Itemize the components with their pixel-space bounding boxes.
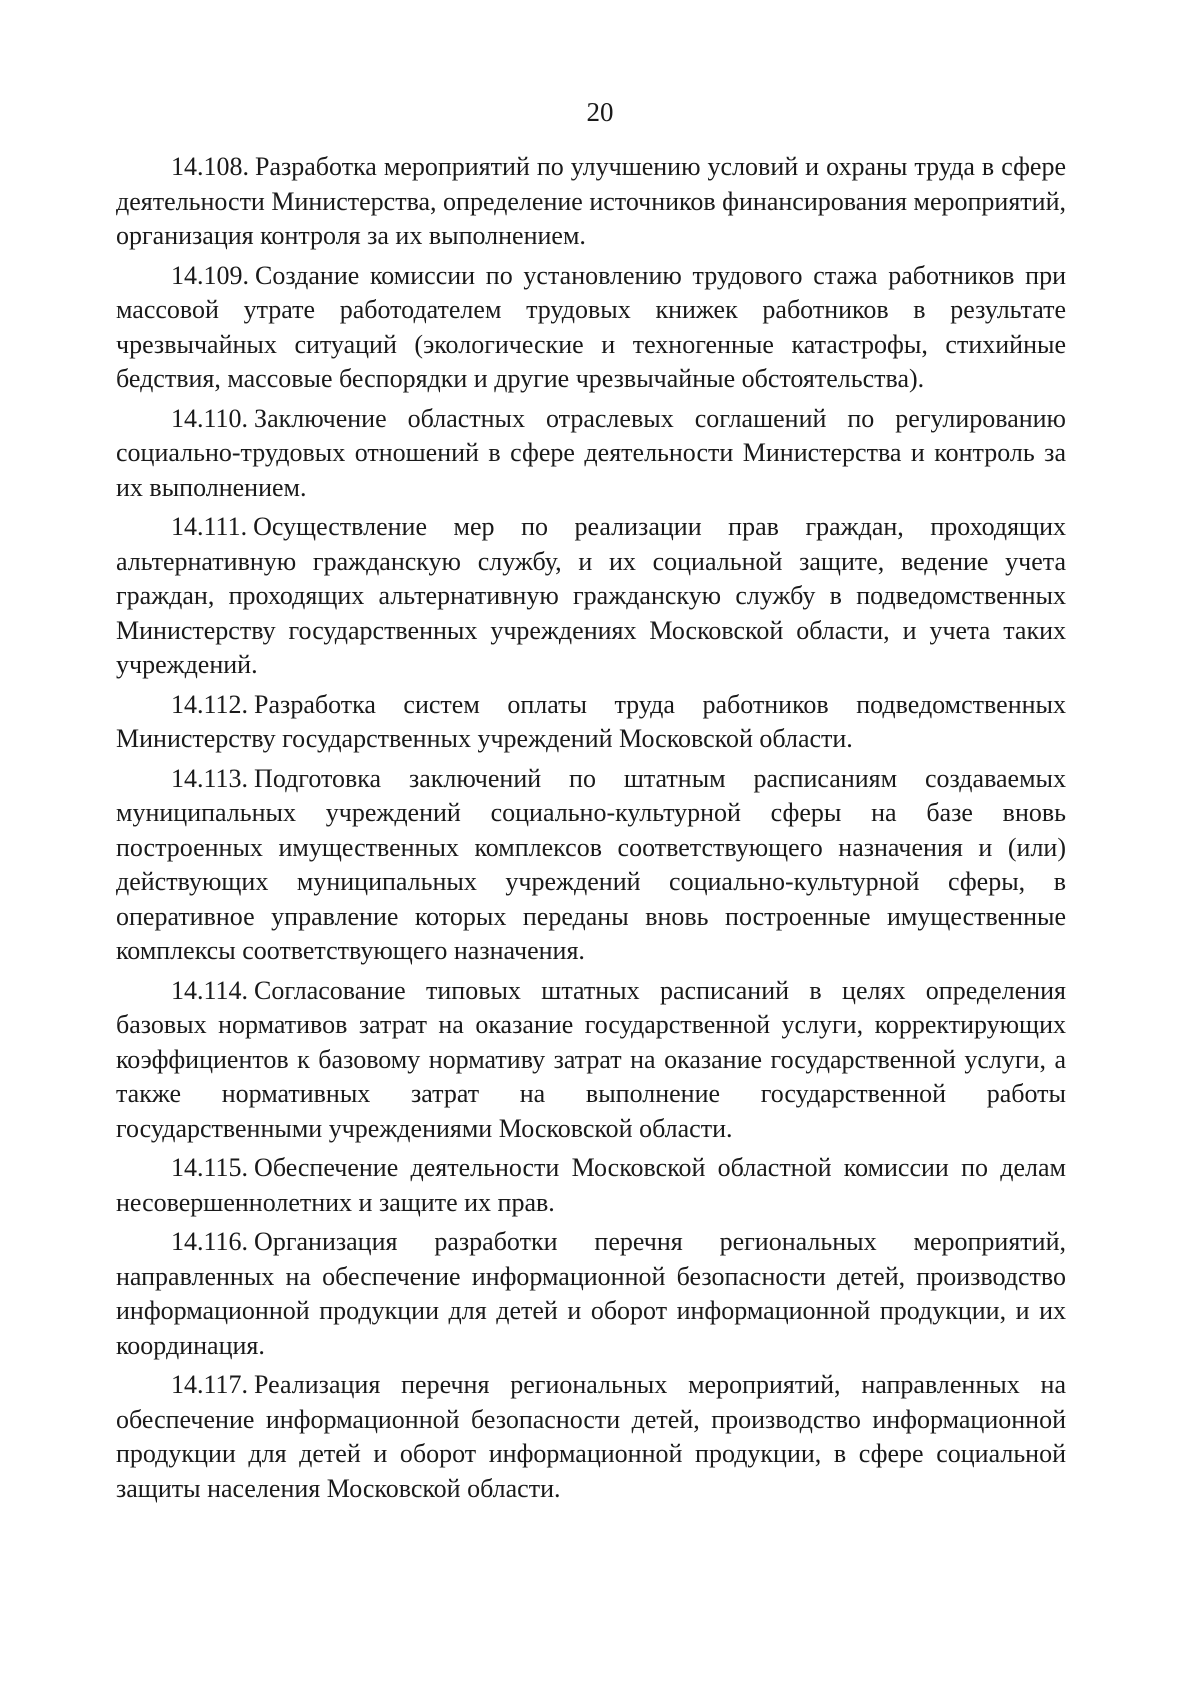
paragraph-number: 14.112. (171, 689, 249, 719)
paragraph-number: 14.115. (171, 1153, 249, 1182)
paragraph-14-109 (116, 259, 1066, 397)
paragraph-text: Создание комиссии по установлению трудового стажа работников при массовой утрате работодателем трудовых книжек работников в результате чрезвычайных ситуаций (экологические и техногенные катастрофы, стихийные бедствия, массовые беспорядки и другие чрезвычайные обстоятельства). (116, 260, 1066, 393)
paragraph-14-112 (116, 688, 1066, 757)
paragraph-number: 14.110. (171, 403, 249, 433)
paragraph-text: Обеспечение деятельности Московской областной комиссии по делам несовершеннолетних и защите их прав. (116, 1153, 1066, 1217)
paragraph-14-110 (116, 402, 1066, 506)
paragraph-text: Согласование типовых штатных расписаний в целях определения базовых нормативов затрат на оказание государственной услуги, корректирующих коэффициентов к базовому нормативу затрат на оказание государственной услуги, а также нормативных затрат на выполнение государственной работы государственными учреждениями Московской области. (116, 975, 1066, 1143)
paragraph-text: Заключение областных отраслевых соглашений по регулированию социально-трудовых отношений в сфере деятельности Министерства и контроль за их выполнением. (116, 403, 1066, 502)
paragraph-number: 14.117. (171, 1370, 249, 1399)
paragraph-14-116 (116, 1225, 1066, 1363)
paragraph-number: 14.113. (171, 763, 249, 793)
paragraph-text: Подготовка заключений по штатным расписаниям создаваемых муниципальных учреждений социально-культурной сферы на базе вновь построенных имущественных комплексов соответствующего назначения и (или) действующих муниципальных учреждений социально-культурной сферы, в оперативное управление которых переданы вновь построенные имущественные комплексы соответствующего назначения. (116, 763, 1066, 965)
paragraph-14-115 (116, 1151, 1066, 1220)
paragraph-text: Реализация перечня региональных мероприятий, направленных на обеспечение информационной безопасности детей, производство информационной продукции для детей и оборот информационной продукции, в сфере социальной защиты населения Московской области. (116, 1370, 1066, 1503)
paragraph-14-114 (116, 974, 1066, 1147)
paragraph-text: Осуществление мер по реализации прав граждан, проходящих альтернативную гражданскую службу, и их социальной защите, ведение учета граждан, проходящих альтернативную гражданскую службу в подведомственных Министерству государственных учреждениях Московской области, и учета таких учреждений. (116, 512, 1066, 679)
paragraph-number: 14.114. (171, 975, 249, 1005)
paragraph-number: 14.116. (171, 1227, 249, 1256)
paragraph-text: Разработка систем оплаты труда работников подведомственных Министерству государственных учреждений Московской области. (116, 689, 1066, 753)
paragraph-14-108 (116, 150, 1066, 254)
paragraph-number: 14.109. (171, 260, 249, 290)
paragraph-number: 14.111. (171, 512, 248, 541)
paragraph-14-117 (116, 1368, 1066, 1506)
paragraph-14-111 (116, 510, 1066, 683)
paragraph-number: 14.108. (171, 152, 249, 181)
page-number: 20 (586, 97, 614, 127)
paragraph-14-113 (116, 762, 1066, 969)
paragraph-text: Организация разработки перечня региональных мероприятий, направленных на обеспечение информационной безопасности детей, производство информационной продукции для детей и оборот информационной продукции, и их координация. (116, 1227, 1066, 1360)
paragraph-text: Разработка мероприятий по улучшению условий и охраны труда в сфере деятельности Министерства, определение источников финансирования мероприятий, организация контроля за их выполнением. (116, 152, 1066, 250)
document-body (116, 150, 1066, 1511)
